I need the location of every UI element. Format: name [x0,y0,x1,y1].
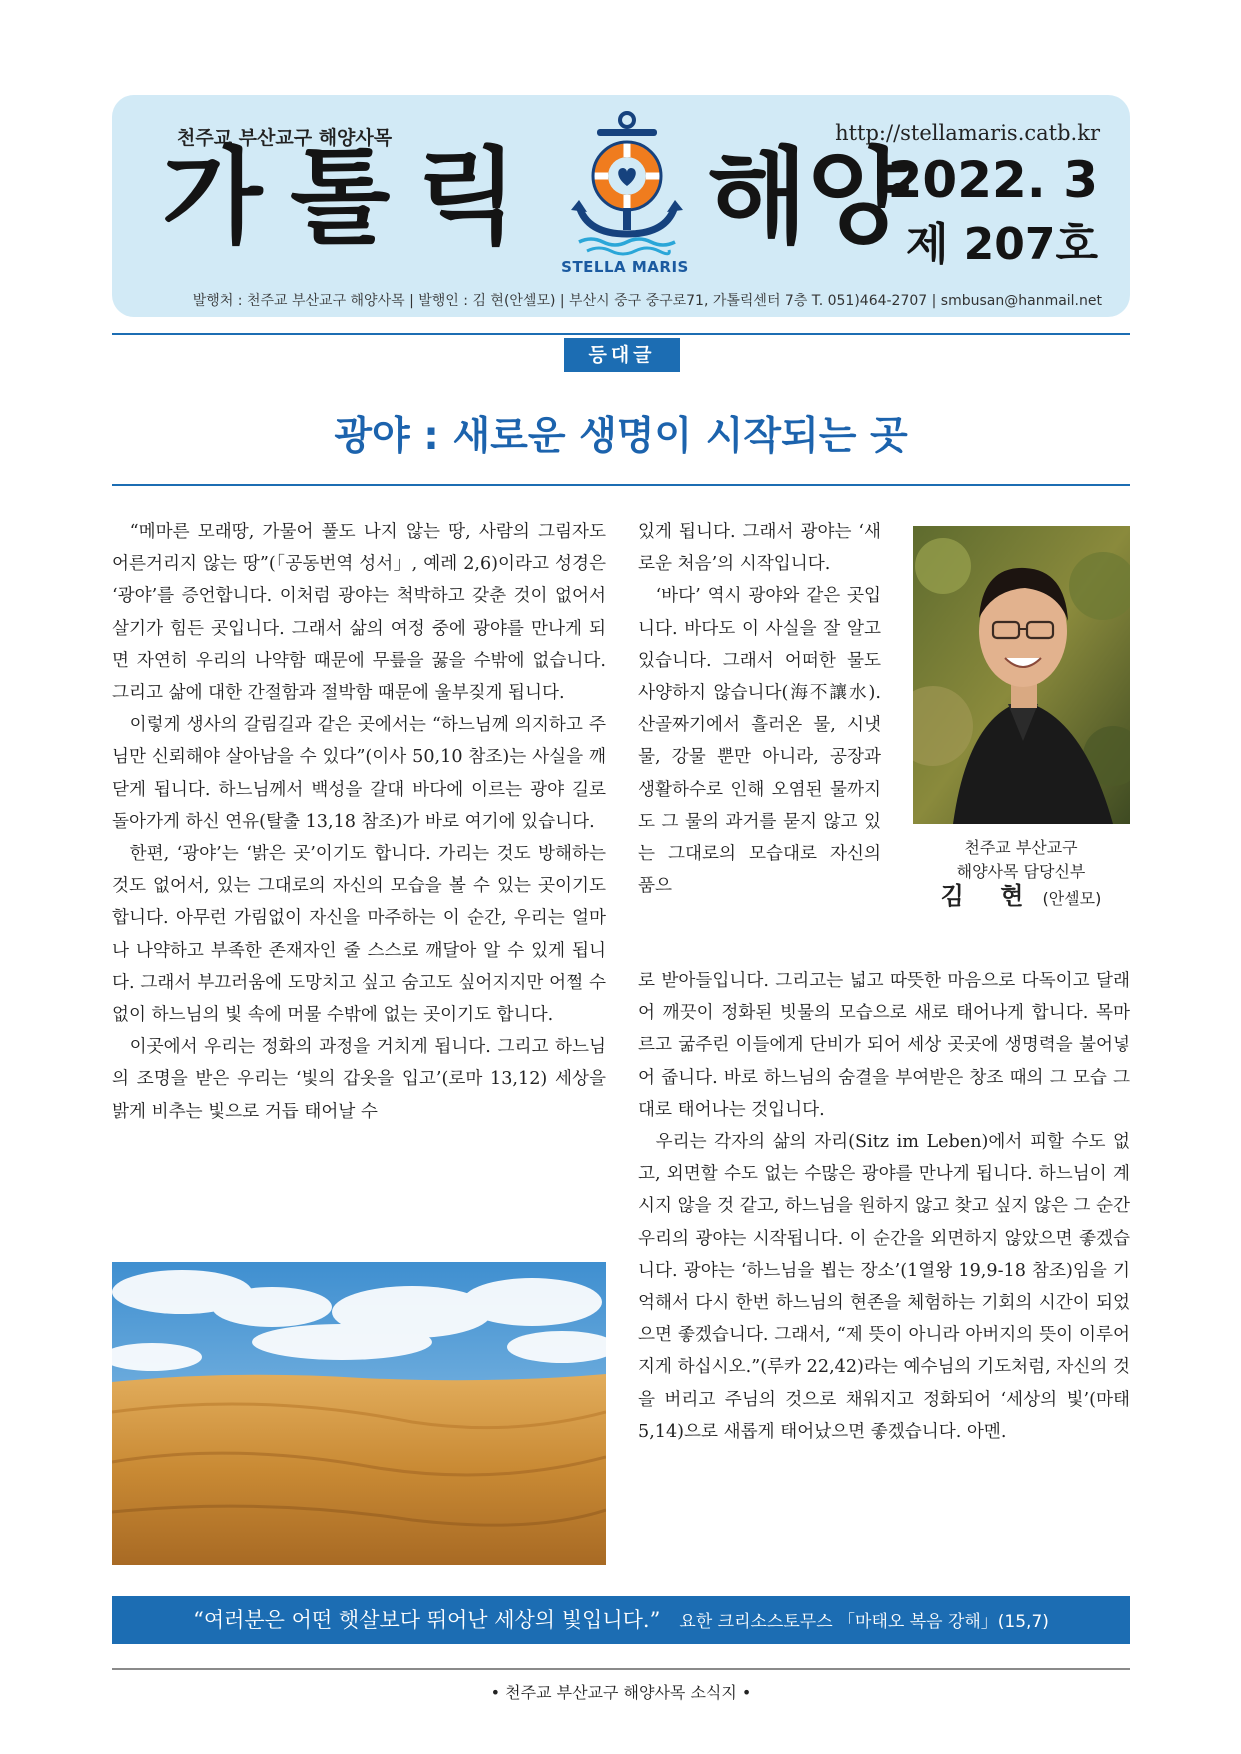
author-baptismal-name: (안셀모) [1042,889,1102,908]
paragraph: 이곳에서 우리는 정화의 과정을 거치게 됩니다. 그리고 하느님의 조명을 받은 우리는 ‘빛의 갑옷을 입고’(로마 13,12) 세상을 밝게 비추는 빛으로 거듭 태어날 수 [112,1037,606,1122]
title-char-1: 가 [162,136,263,258]
paragraph: 로 받아들입니다. 그리고는 넓고 따뜻한 마음으로 다독이고 달래어 깨끗이 정화된 빗물의 모습으로 새로 태어나게 합니다. 목마르고 굶주린 이들에게 단비가 되어 세상 곳곳에 생명력을 불어넣어 줍니다. 바로 하느님의 숨결을 부여받은 창조 때의 그 모습 그대로 태어나는 것입니다. [638,971,1130,1120]
headline-rule [112,484,1130,486]
quote-source: 요한 크리소스토무스 「마태오 복음 강해」(15,7) [679,1612,1049,1632]
author-affiliation: 천주교 부산교구 [964,838,1078,857]
paragraph: “메마른 모래땅, 가물어 풀도 나지 않는 땅, 사람의 그림자도 어른거리지 않는 땅”(「공동번역 성서」, 예레 2,6)이라고 성경은 ‘광야’를 증언합니다. 이처럼 광야는 척박하고 갖춘 것이 없어서 살기가 힘든 곳입니다. 그래서 삶의 여정 중에 광야를 만나게 되면 자연히 우리의 나약함 때문에 무릎을 꿇을 수밖에 없습니다. 그리고 삶에 대한 간절함과 절박함 때문에 울부짖게 됩니다. [112,522,606,704]
masthead-org: 천주교 부산교구 해양사목 [177,127,393,149]
article-column-right-wide [638,965,1130,1448]
section-tag: 등대글 [564,338,680,372]
article-column-left [112,516,606,1128]
anchor-lifebuoy-logo [557,110,697,258]
article-column-right-narrow [638,516,881,902]
author-caption [905,836,1137,911]
paragraph: 있게 됩니다. 그래서 광야는 ‘새로운 처음’의 시작입니다. [638,522,881,575]
article-headline: 광야 : 새로운 생명이 시작되는 곳 [334,414,908,459]
top-rule [112,333,1130,335]
desert-image [112,1262,606,1565]
paragraph: 우리는 각자의 삶의 자리(Sitz im Leben)에서 피할 수도 없고, 외면할 수도 없는 수많은 광야를 만나게 됩니다. 하느님이 계시지 않을 것 같고, 하느님을 원하지 않고 찾고 싶지 않은 그 순간 우리의 광야는 시작됩니다. 이 순간을 외면하지 않았으면 좋겠습니다. 광야는 ‘하느님을 뵙는 장소’(1열왕 19,9-18 참조)임을 기억해서 다시 한번 하느님의 현존을 체험하는 기회의 시간이 되었으면 좋겠습니다. 그래서, “제 뜻이 아니라 아버지의 뜻이 이루어지게 하십시오.”(루카 22,42)라는 예수님의 기도처럼, 자신의 것을 버리고 주님의 것으로 채워지고 정화되어 ‘세상의 빛’(마태 5,14)으로 새롭게 태어났으면 좋겠습니다. 아멘. [638,1132,1131,1442]
author-name: 김 현 [940,881,1038,910]
paragraph: 한편, ‘광야’는 ‘밝은 곳’이기도 합니다. 가리는 것도 방해하는 것도 없어서, 있는 그대로의 자신의 모습을 볼 수 있는 곳이기도 합니다. 아무런 가림없이 자신을 마주하는 이 순간, 우리는 얼마나 나약하고 부족한 존재자인 줄 스스로 깨달아 알 수 있게 됩니다. 그래서 부끄러움에 도망치고 싶고 숨고도 싶어지지만 어쩔 수 없이 하느님의 빛 속에 머물 수밖에 없는 곳이기도 합니다. [112,844,606,1026]
author-role: 해양사목 담당신부 [956,862,1086,881]
quote-bar [112,1596,1130,1644]
logo-caption: STELLA MARIS [561,258,689,276]
quote-text: “여러분은 어떤 햇살보다 뛰어난 세상의 빛입니다.” [193,1608,661,1632]
title-char-2: 톨 [290,136,391,258]
title-char-3: 릭 [417,136,518,258]
masthead-url[interactable]: http://stellamaris.catb.kr [835,121,1100,145]
title-char-4: 해양 [707,136,908,258]
issue-number: 제 207호 [905,219,1098,270]
paragraph: ‘바다’ 역시 광야와 같은 곳입니다. 바다도 이 사실을 잘 알고 있습니다. 그래서 어떠한 물도 사양하지 않습니다(海不讓水). 산골짜기에서 흘러온 물, 시냇물, 강물 뿐만 아니라, 공장과 생활하수로 인해 오염된 물까지도 그 물의 과거를 묻지 않고 있는 그대로의 모습대로 자신의 품으 [638,586,881,897]
footer-text: • 천주교 부산교구 해양사목 소식지 • [490,1683,752,1702]
footer-rule [112,1668,1130,1670]
masthead [112,95,1130,317]
author-photo [913,526,1130,824]
issue-date: 2022. 3 [887,151,1098,209]
publisher-info: 발행처 : 천주교 부산교구 해양사목 | 발행인 : 김 현(안셀모) | 부산시 중구 중구로71, 가톨릭센터 7층 T. 051)464-2707 | smbusan@hanmail.net [192,293,1102,309]
paragraph: 이렇게 생사의 갈림길과 같은 곳에서는 “하느님께 의지하고 주님만 신뢰해야 살아남을 수 있다”(이사 50,10 참조)는 사실을 깨닫게 됩니다. 하느님께서 백성을 갈대 바다에 이르는 광야 길로 돌아가게 하신 연유(탈출 13,18 참조)가 바로 여기에 있습니다. [112,715,606,832]
